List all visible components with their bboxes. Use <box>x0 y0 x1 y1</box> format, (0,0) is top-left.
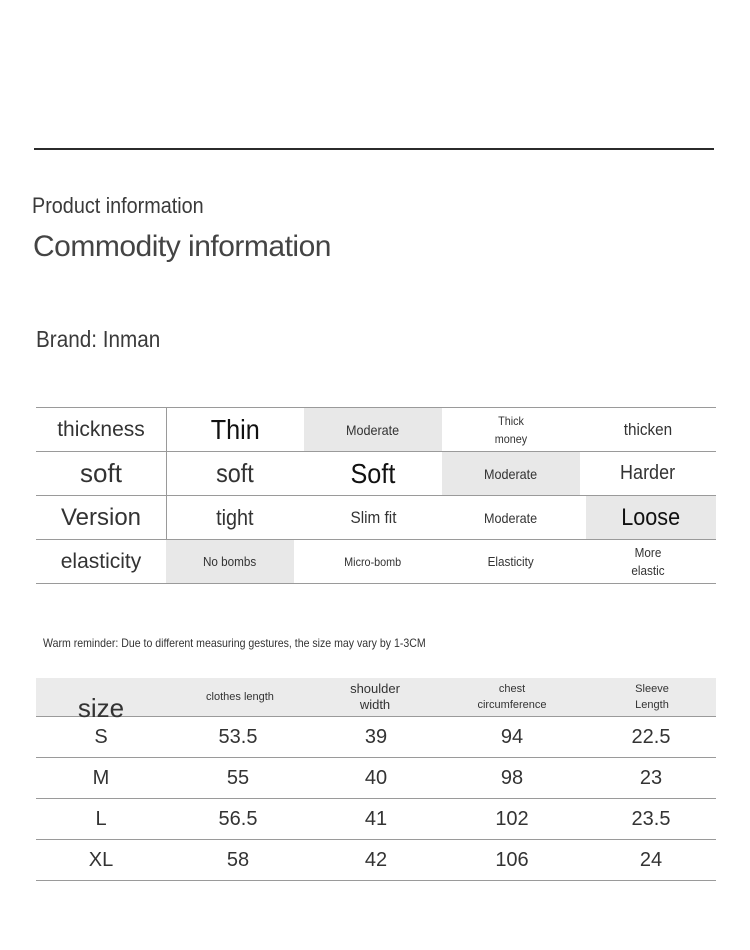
section-subtitle: Commodity information <box>33 230 331 263</box>
attribute-label: Version <box>36 496 167 539</box>
size-cell: L <box>95 807 107 830</box>
attribute-label: thickness <box>36 408 167 451</box>
section-title: Product information <box>32 193 204 218</box>
attribute-option: Thin <box>210 413 260 445</box>
clothes-length-cell: 58 <box>226 848 250 871</box>
attribute-option: Slim fit <box>350 507 396 527</box>
shoulder-width-cell: 41 <box>364 807 388 830</box>
chest-cell: 106 <box>495 848 529 871</box>
attribute-row-soft <box>36 451 716 495</box>
shoulder-width-cell: 42 <box>364 848 388 871</box>
size-cell: S <box>94 725 108 748</box>
attribute-label: elasticity <box>36 540 167 583</box>
attribute-table <box>36 407 716 584</box>
header-clothes-length: clothes length <box>206 691 274 703</box>
attribute-option: tight <box>216 504 254 530</box>
chest-cell: 98 <box>500 766 524 789</box>
header-size: size <box>77 693 125 723</box>
sleeve-length-cell: 24 <box>639 848 663 871</box>
attribute-option: Harder <box>620 462 676 484</box>
shoulder-width-cell: 40 <box>364 766 388 789</box>
attribute-option: No bombs <box>166 540 294 583</box>
attribute-option: Thick money <box>494 413 528 446</box>
size-cell: M <box>92 766 110 789</box>
header-chest-circumference: chest circumference <box>477 683 547 711</box>
chest-cell: 102 <box>495 807 529 830</box>
sleeve-length-cell: 22.5 <box>631 725 671 748</box>
attribute-option: Moderate <box>304 408 442 451</box>
size-cell: XL <box>88 848 114 871</box>
header-sleeve-length: Sleeve Length <box>635 683 669 711</box>
attribute-row-version <box>36 495 716 539</box>
sleeve-length-cell: 23 <box>639 766 663 789</box>
clothes-length-cell: 55 <box>226 766 250 789</box>
clothes-length-cell: 53.5 <box>218 725 258 748</box>
attribute-option: Micro-bomb <box>344 554 402 569</box>
header-shoulder-width: shoulder width <box>350 681 400 712</box>
attribute-option: thicken <box>623 419 673 439</box>
table-row <box>36 717 716 758</box>
attribute-label: soft <box>36 452 167 495</box>
brand-label: Brand: Inman <box>36 326 161 352</box>
attribute-row-thickness <box>36 407 716 451</box>
chest-cell: 94 <box>500 725 524 748</box>
clothes-length-cell: 56.5 <box>218 807 258 830</box>
attribute-option: Soft <box>350 457 396 489</box>
size-table <box>36 678 716 881</box>
attribute-option: Moderate <box>442 452 580 495</box>
top-divider <box>34 148 714 150</box>
size-table-header <box>36 678 716 723</box>
table-row <box>36 799 716 840</box>
attribute-option: Elasticity <box>487 554 535 569</box>
table-row <box>36 758 716 799</box>
attribute-row-elasticity <box>36 539 716 584</box>
size-reminder-note: Warm reminder: Due to different measuring gestures, the size may vary by 1-3CM <box>43 636 426 650</box>
attribute-option: More elastic <box>631 544 665 578</box>
shoulder-width-cell: 39 <box>364 725 388 748</box>
attribute-option: Moderate <box>484 509 538 526</box>
table-row <box>36 840 716 881</box>
attribute-option: soft <box>216 458 254 488</box>
attribute-option: Loose <box>586 496 716 539</box>
sleeve-length-cell: 23.5 <box>631 807 671 830</box>
